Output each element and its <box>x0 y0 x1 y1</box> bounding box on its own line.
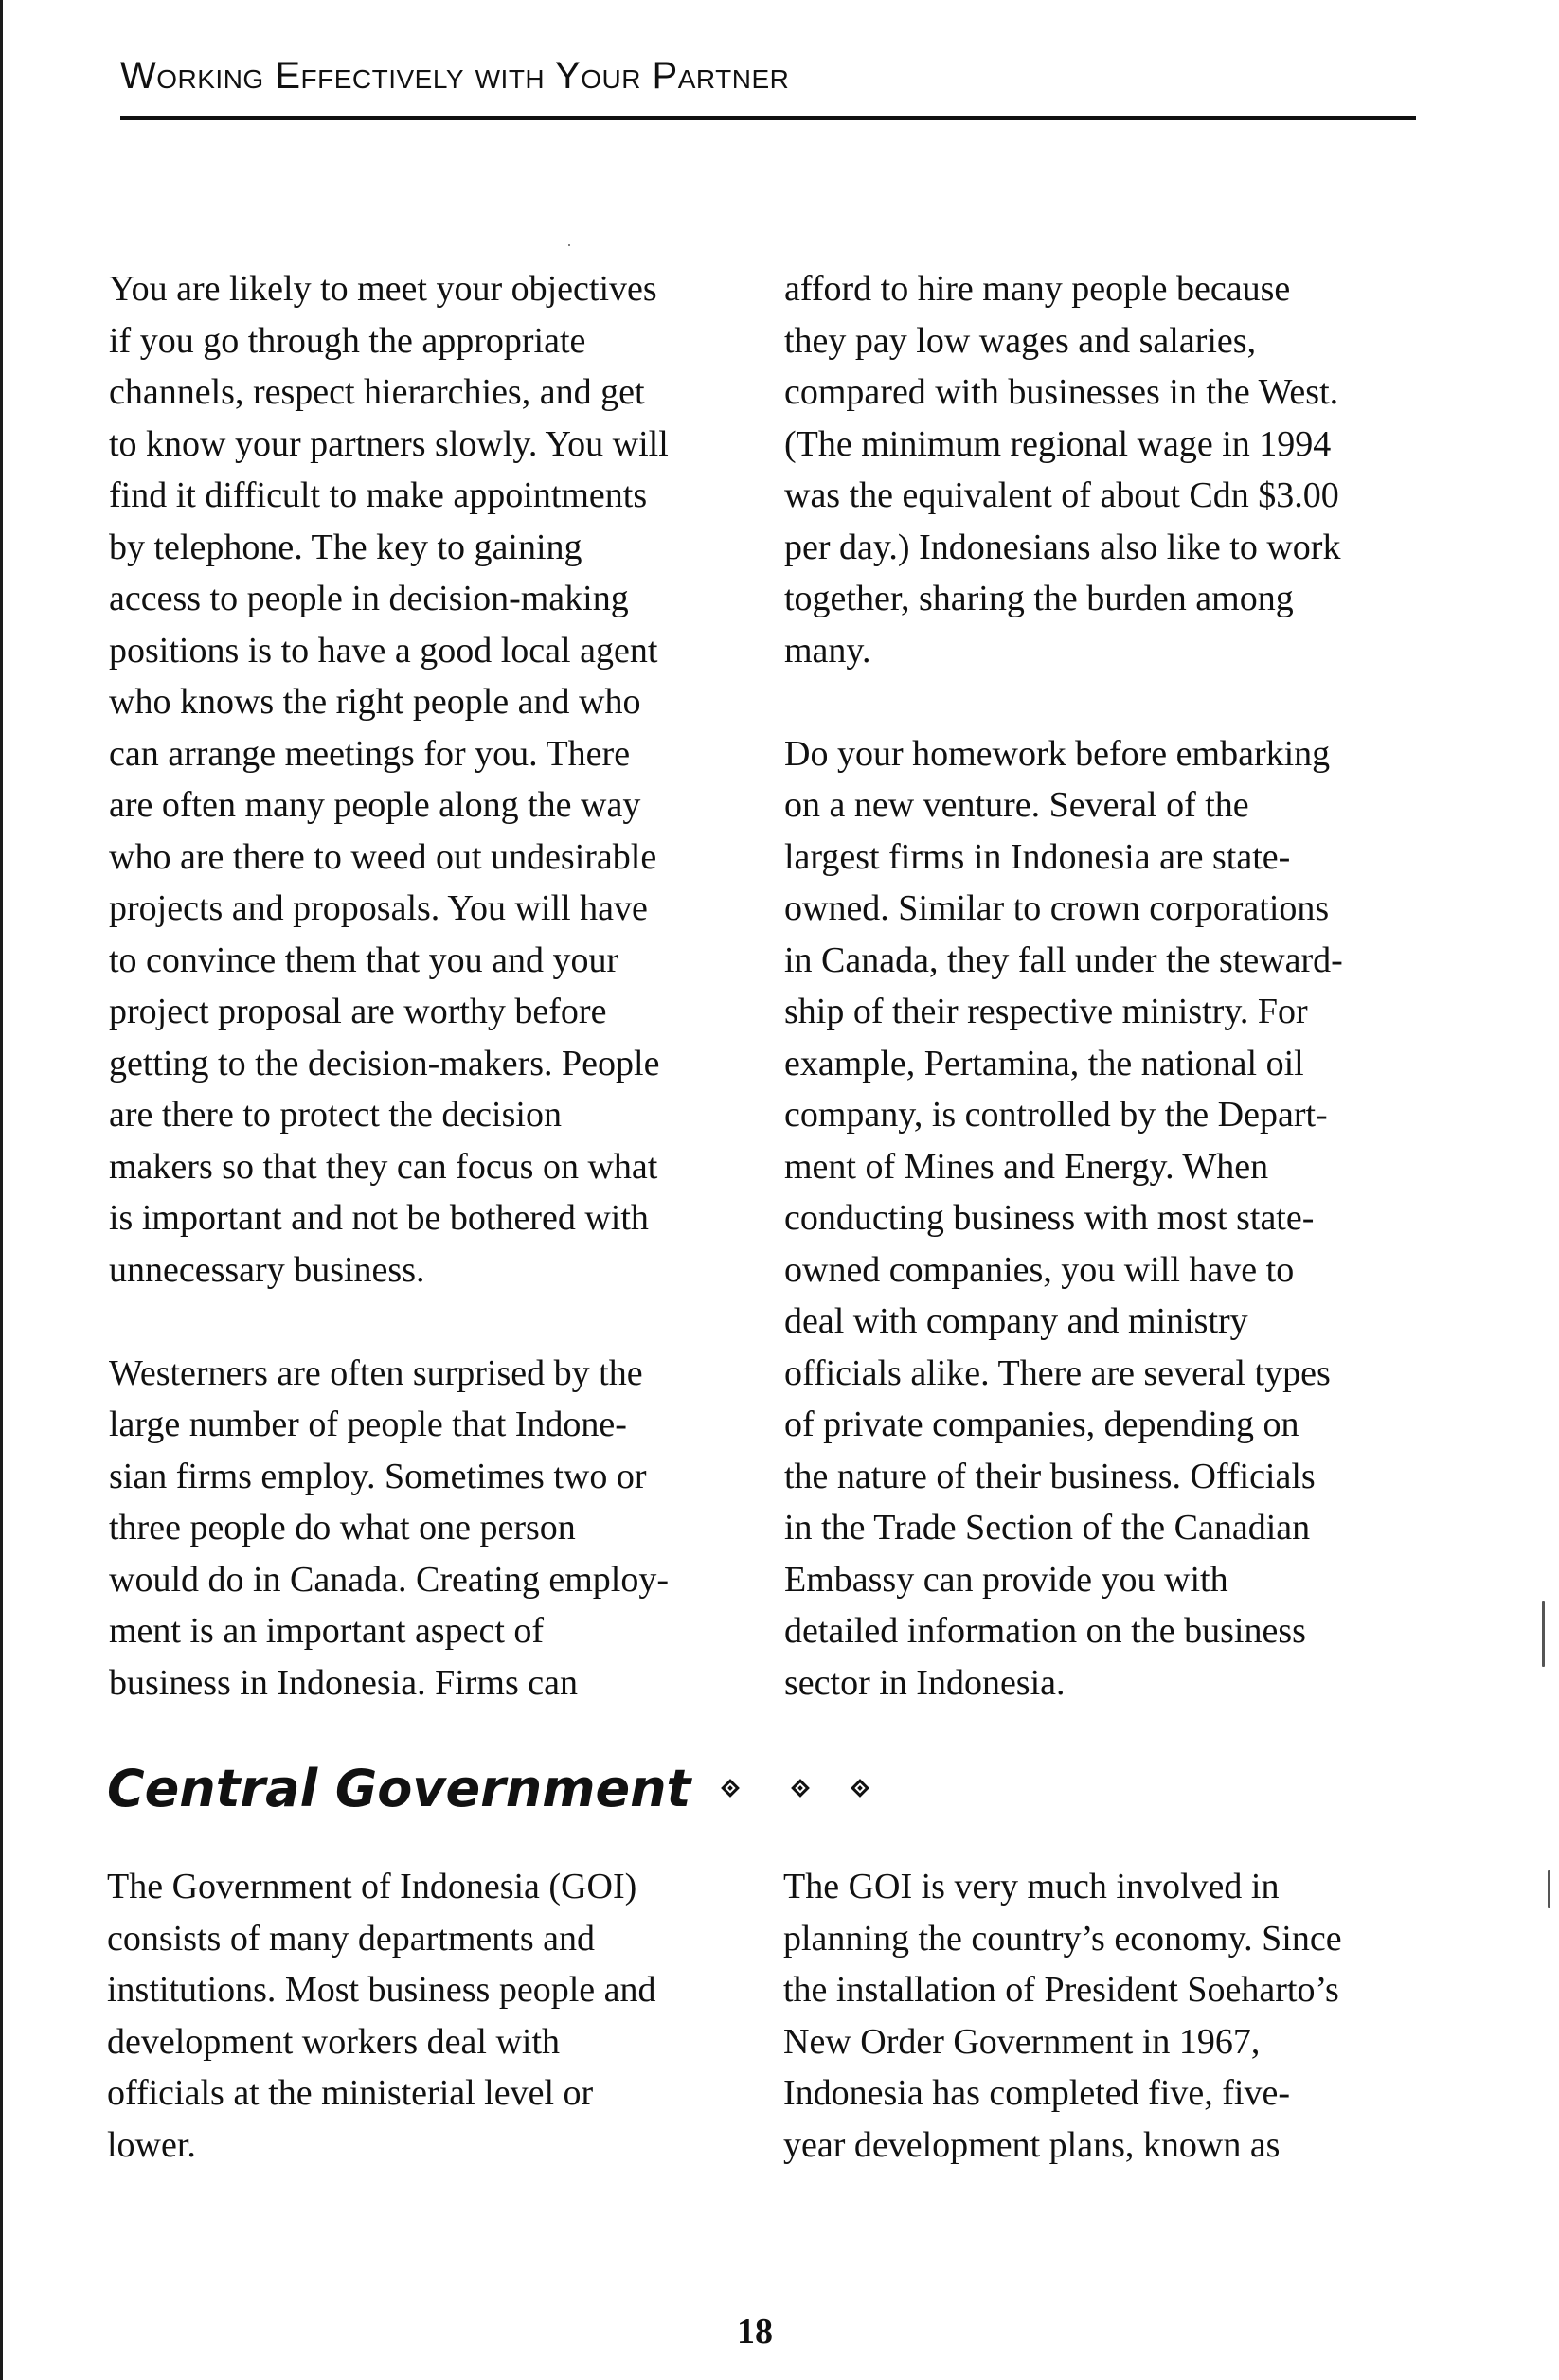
running-header: Working Effectively with Your Partner <box>120 55 790 97</box>
body-paragraph-homework: Do your homework before embarking on a new venture. Several of the largest firms in Indonesia are state- owned. Similar to crown corporations in Canada, they fall under the steward- ship of their respective ministry. For example, Pertamina, the national oil company, is controlled by the Depart- ment of Mines and Energy. When conducting business with most state- owned companies, you will have to deal with company and ministry officials alike. There are several types of private companies, depending on the nature of their business. Officials in the Trade Section of the Canadian Embassy can provide you with detailed information on the business sector in Indonesia. <box>784 733 1343 1703</box>
paragraph-spacer <box>784 676 1428 728</box>
page-number: 18 <box>737 2312 773 2352</box>
body-paragraph-access: You are likely to meet your objectives if you go through the appropriate channels, respect hierarchies, and get to know your partners slowly. You will find it difficult to make appointments by telephone. The key to gaining access to people in decision-making positions is to have a good local agent who knows the right people and who can arrange meetings for you. There are often many people along the way who are there to weed out undesirable projects and proposals. You will have to convince them that you and your project proposal are worthy before getting to the decision-makers. People are there to protect the decision makers so that they can focus on what is important and not be bothered with unnecessary business. <box>109 269 669 1290</box>
scan-artifact <box>568 244 570 246</box>
right-column-top <box>784 263 1428 1709</box>
left-column-top <box>109 263 753 1709</box>
body-paragraph-goi-planning: The GOI is very much involved in planning the country’s economy. Since the installation of President Soeharto’s New Order Government in 1967, Indonesia has completed five, five- year development plans, known as <box>783 1867 1342 2165</box>
scan-artifact <box>1548 1870 1550 1908</box>
paragraph-spacer <box>109 1296 753 1348</box>
diamond-ornament-icon <box>851 1779 869 1798</box>
scan-artifact <box>1542 1601 1545 1667</box>
scan-edge-line <box>0 0 3 2380</box>
diamond-ornament-icon <box>791 1779 810 1798</box>
right-column-bottom <box>783 1861 1427 2171</box>
section-heading: Central Government <box>107 1759 691 1818</box>
body-paragraph-employment: Westerners are often surprised by the large number of people that Indone- sian firms employ. Sometimes two or three people do what one person would do in Canada. Creating employ- ment is an important aspect of business in Indonesia. Firms can <box>109 1352 669 1703</box>
left-column-bottom <box>107 1861 751 2171</box>
diamond-ornament-icon <box>721 1779 740 1798</box>
header-rule <box>120 116 1416 120</box>
body-paragraph-goi-structure: The Government of Indonesia (GOI) consists of many departments and institutions. Most business people and development workers deal with officials at the ministerial level or lower. <box>107 1867 656 2165</box>
body-paragraph-wages: afford to hire many people because they pay low wages and salaries, compared with businesses in the West. (The minimum regional wage in 1994 was the equivalent of about Cdn $3.00 per day.) Indonesians also like to work together, sharing the burden among many. <box>784 269 1341 671</box>
